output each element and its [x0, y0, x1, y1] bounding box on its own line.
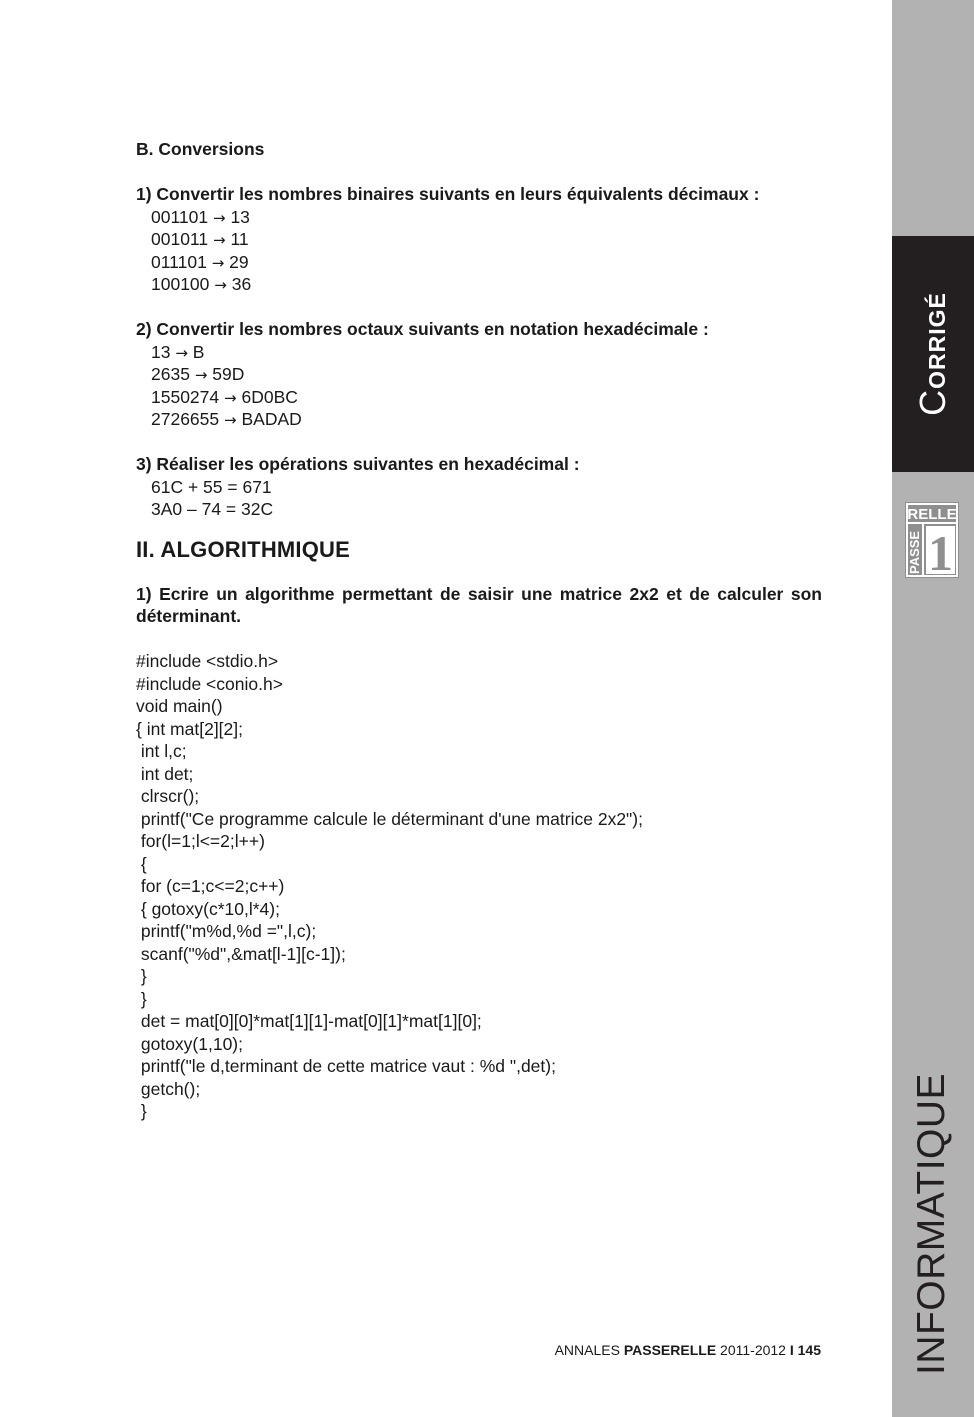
code-line: { int mat[2][2];: [136, 718, 243, 739]
conversion-to: 13: [230, 206, 250, 227]
question-3-answers: [136, 476, 822, 521]
operation-row: 3A0 – 74 = 32C: [151, 499, 274, 519]
page-content: [136, 138, 822, 1123]
conversion-from: 001101: [151, 206, 209, 227]
logo-number: 1: [928, 525, 953, 578]
conversion-row: [136, 363, 822, 386]
conversion-row: [136, 228, 822, 251]
code-line: scanf("%d",&mat[l-1][c-1]);: [136, 943, 346, 964]
conversion-from: 1550274: [151, 386, 220, 407]
code-line: }: [136, 966, 147, 986]
arrow-icon: →: [175, 343, 188, 362]
conversion-to: 59D: [212, 364, 245, 384]
code-line: }: [136, 988, 147, 1009]
arrow-icon: →: [224, 411, 237, 429]
passerelle-1-logo: [905, 502, 959, 578]
corrige-rest: ORRIGÉ: [924, 292, 950, 389]
logo-side-text: PASSE: [907, 530, 922, 574]
algorithm-question: 1) Ecrire un algorithme permettant de saisir une matrice 2x2 et de calculer son déterminant.: [136, 583, 822, 626]
conversion-row: [136, 273, 822, 296]
code-line: #include <stdio.h>: [136, 651, 279, 671]
arrow-icon: →: [212, 231, 226, 249]
footer-prefix: ANNALES: [554, 1342, 624, 1358]
code-line: void main(): [136, 696, 223, 716]
conversion-row: [136, 206, 822, 229]
page-number: 145: [793, 1342, 821, 1358]
logo-top-text: RELLE: [907, 506, 957, 523]
arrow-icon: →: [224, 388, 237, 407]
code-line: for(l=1;l<=2;l++): [136, 831, 265, 851]
conversion-to: 29: [229, 251, 249, 272]
code-line: clrscr();: [136, 786, 200, 806]
code-line: }: [136, 1101, 147, 1121]
code-line: det = mat[0][0]*mat[1][1]-mat[0][1]*mat[1][0];: [136, 1011, 482, 1031]
code-line: printf("le d,terminant de cette matrice vaut : %d ",det);: [136, 1056, 556, 1076]
question-3-title: 3) Réaliser les opérations suivantes en hexadécimal :: [136, 454, 580, 474]
code-line: printf("m%d,%d =",l,c);: [136, 921, 317, 941]
conversion-to: 11: [230, 229, 249, 249]
conversion-to: BADAD: [241, 409, 302, 429]
footer-brand: PASSERELLE: [623, 1342, 717, 1358]
arrow-icon: →: [212, 208, 226, 227]
corrige-label: [912, 292, 954, 416]
code-line: int l,c;: [136, 741, 187, 761]
conversion-to: B: [192, 341, 205, 362]
code-line: printf("Ce programme calcule le déterminant d'une matrice 2x2");: [136, 808, 643, 829]
arrow-icon: →: [194, 366, 208, 384]
conversion-from: 001011: [151, 229, 209, 249]
question-2-answers: [136, 341, 822, 431]
code-listing: [136, 650, 822, 1123]
conversion-to: 36: [231, 274, 252, 294]
arrow-icon: →: [214, 276, 227, 294]
conversion-from: 2635: [151, 364, 190, 384]
question-2-title: 2) Convertir les nombres octaux suivants en notation hexadécimale :: [136, 319, 709, 339]
question-1-answers: [136, 206, 822, 296]
page-footer: [555, 1342, 821, 1358]
code-line: {: [136, 853, 147, 874]
code-line: gotoxy(1,10);: [136, 1033, 243, 1054]
conversion-row: [136, 408, 822, 431]
footer-separator: I: [789, 1342, 794, 1358]
conversion-from: 100100: [151, 274, 210, 294]
algorithmique-heading: II. ALGORITHMIQUE: [136, 536, 351, 562]
conversion-row: [136, 341, 822, 364]
conversion-from: 2726655: [151, 409, 220, 429]
conversion-row: [136, 251, 822, 274]
subject-label: INFORMATIQUE: [910, 1072, 953, 1376]
operation-row: 61C + 55 = 671: [151, 476, 272, 497]
conversion-to: 6D0BC: [241, 386, 298, 407]
code-line: #include <conio.h>: [136, 673, 283, 694]
section-title-conversions: B. Conversions: [136, 139, 265, 159]
conversion-from: 13: [151, 341, 171, 362]
code-line: for (c=1;c<=2;c++): [136, 876, 285, 896]
conversion-from: 011101: [151, 251, 207, 272]
footer-years: 2011-2012: [716, 1342, 790, 1358]
question-1-title: 1) Convertir les nombres binaires suivants en leurs équivalents décimaux :: [136, 184, 760, 204]
arrow-icon: →: [211, 253, 225, 272]
code-line: { gotoxy(c*10,l*4);: [136, 898, 280, 919]
code-line: getch();: [136, 1078, 201, 1099]
code-line: int det;: [136, 763, 194, 784]
corrige-capital: C: [912, 388, 953, 416]
conversion-row: [136, 386, 822, 409]
